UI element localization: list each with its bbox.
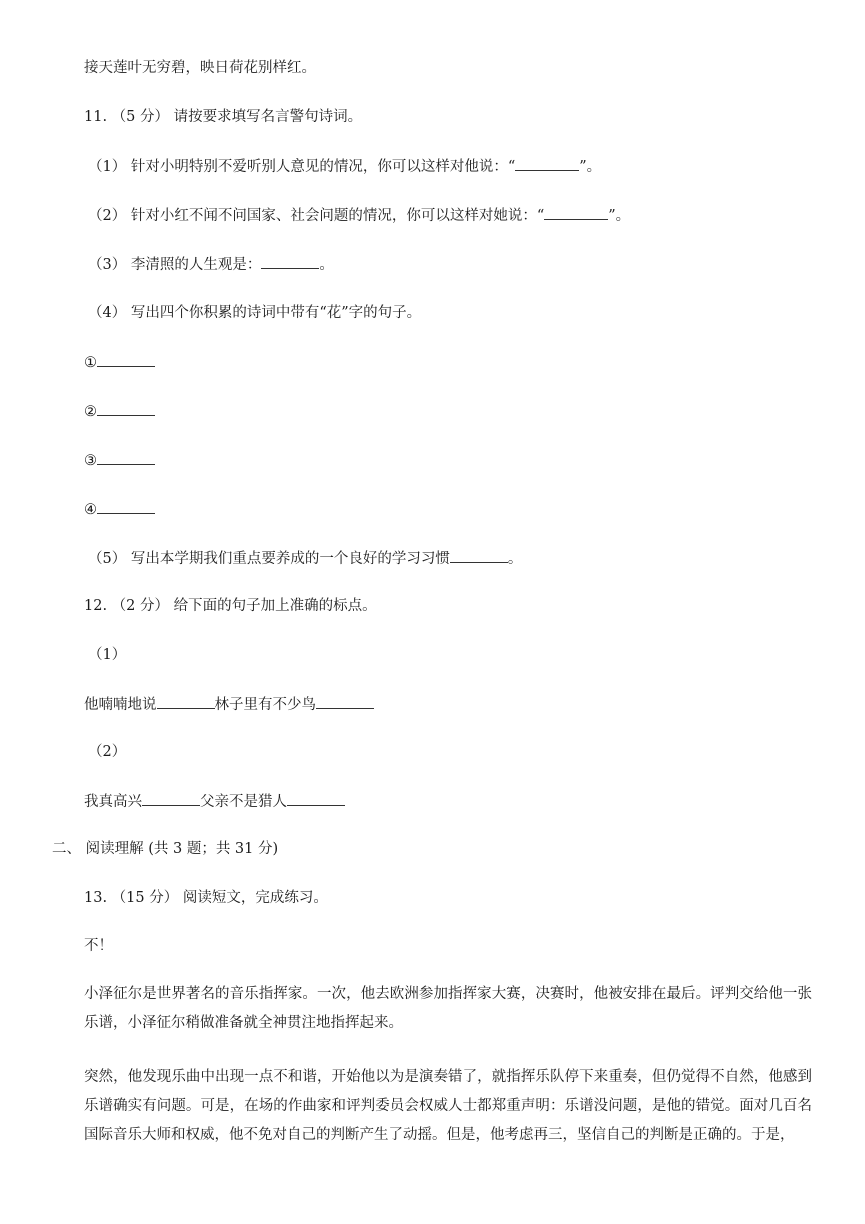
question-11-part-5 <box>88 548 522 569</box>
paragraph-2-text: 突然，他发现乐曲中出现一点不和谐，开始他以为是演奏错了，就指挥乐队停下来重奏，但仍觉得不自然，他感到乐谱确实有问题。可是，在场的作曲家和评判委员会权威人士都郑重声明：乐谱没问题，是他的错觉。面对几百名国际音乐大师和权威，他不免对自己的判断产生了动摇。但是，他考虑再三，坚信自己的判断是正确的。于是， <box>84 1069 812 1143</box>
circled-number-3: ③ <box>84 453 97 469</box>
paragraph-1-text: 小泽征尔是世界著名的音乐指挥家。一次，他去欧洲参加指挥家大赛，决赛时，他被安排在最后。评判交给他一张乐谱，小泽征尔稍做准备就全神贯注地指挥起来。 <box>84 986 812 1031</box>
part-3-text: （3） 李清照的人生观是： <box>88 257 262 273</box>
part-5-end: 。 <box>507 551 523 567</box>
question-11-part-1 <box>88 156 601 177</box>
question-11-part-4: （4） 写出四个你积累的诗词中带有“花”字的句子。 <box>88 305 422 321</box>
question-12-sentence-2 <box>84 791 345 812</box>
punctuation-blank[interactable] <box>142 791 200 806</box>
sentence-1-part-a: 他喃喃地说 <box>84 697 157 713</box>
question-12-part-2-label: （2） <box>88 744 127 760</box>
circled-number-4: ④ <box>84 502 97 518</box>
question-12-part-1-label: （1） <box>88 647 127 663</box>
passage-paragraph-2 <box>84 1063 812 1150</box>
part-5-text: （5） 写出本学期我们重点要养成的一个良好的学习习惯 <box>88 551 450 567</box>
answer-blank[interactable] <box>450 548 508 563</box>
sentence-1-part-b: 林子里有不少鸟 <box>214 697 316 713</box>
answer-blank[interactable] <box>97 450 155 465</box>
flower-line-2 <box>84 401 155 422</box>
answer-blank[interactable] <box>515 156 579 171</box>
poem-line: 接天莲叶无穷碧，映日荷花别样红。 <box>84 60 316 76</box>
punctuation-blank[interactable] <box>316 694 374 709</box>
circled-number-1: ① <box>84 355 97 371</box>
flower-line-4 <box>84 499 155 520</box>
answer-blank[interactable] <box>544 205 608 220</box>
sentence-2-part-a: 我真高兴 <box>84 794 142 810</box>
answer-blank[interactable] <box>97 352 155 367</box>
answer-blank[interactable] <box>97 401 155 416</box>
passage-title: 不！ <box>84 938 113 954</box>
punctuation-blank[interactable] <box>157 694 215 709</box>
part-2-end: ”。 <box>608 208 631 224</box>
question-12-heading: 12. （2 分） 给下面的句子加上准确的标点。 <box>84 598 377 614</box>
section-2-heading: 二、 阅读理解 (共 3 题；共 31 分) <box>52 841 279 857</box>
flower-line-1 <box>84 352 155 373</box>
answer-blank[interactable] <box>97 499 155 514</box>
part-1-end: ”。 <box>579 159 602 175</box>
question-11-part-3 <box>88 254 334 275</box>
passage-paragraph-1 <box>84 980 812 1038</box>
circled-number-2: ② <box>84 404 97 420</box>
punctuation-blank[interactable] <box>287 791 345 806</box>
flower-line-3 <box>84 450 155 471</box>
question-12-sentence-1 <box>84 694 374 715</box>
part-1-text: （1） 针对小明特别不爱听别人意见的情况，你可以这样对他说：“ <box>88 159 516 175</box>
question-11-heading: 11. （5 分） 请按要求填写名言警句诗词。 <box>84 109 363 125</box>
question-13-heading: 13. （15 分） 阅读短文，完成练习。 <box>84 890 328 906</box>
part-2-text: （2） 针对小红不闻不问国家、社会问题的情况，你可以这样对她说：“ <box>88 208 545 224</box>
answer-blank[interactable] <box>261 254 319 269</box>
sentence-2-part-b: 父亲不是猎人 <box>200 794 287 810</box>
question-11-part-2 <box>88 205 630 226</box>
part-3-end: 。 <box>319 257 334 273</box>
